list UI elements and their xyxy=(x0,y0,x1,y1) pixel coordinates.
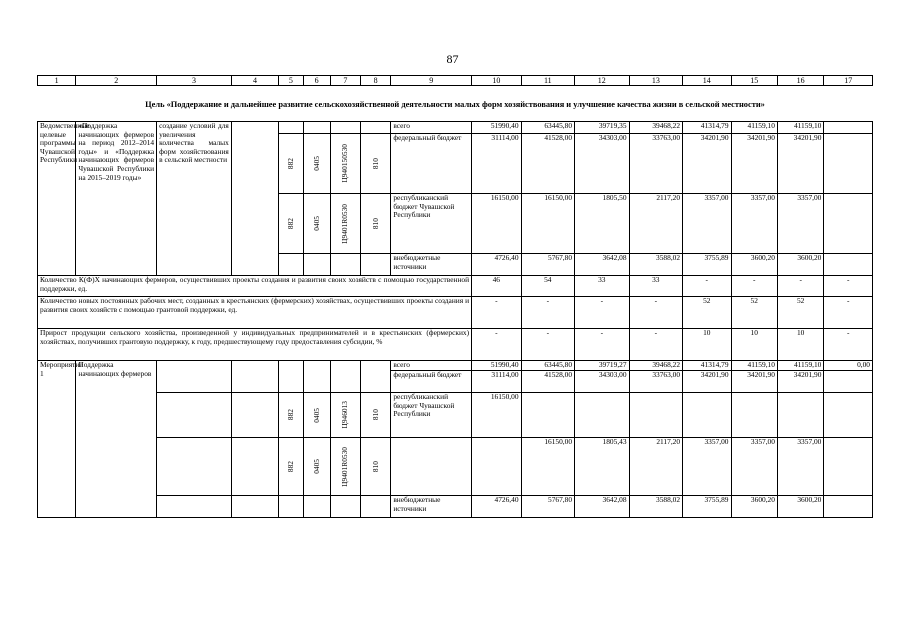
vr-cell xyxy=(361,254,391,276)
value-cell xyxy=(472,438,521,496)
value-cell: 4726,40 xyxy=(472,254,521,276)
vr-cell: 810 xyxy=(361,134,391,194)
value-cell: 3755,89 xyxy=(683,496,731,518)
value-cell: 5767,80 xyxy=(521,254,575,276)
empty-cell xyxy=(231,438,278,496)
column-number: 16 xyxy=(777,76,823,86)
value-cell: 16150,00 xyxy=(472,393,521,438)
column-number: 6 xyxy=(303,76,330,86)
value-cell: 41159,10 xyxy=(731,361,777,371)
value-cell: 3357,00 xyxy=(683,194,731,254)
value-cell: 39468,22 xyxy=(629,122,683,134)
value-cell: 41314,79 xyxy=(683,361,731,371)
value-cell: 10 xyxy=(731,329,777,361)
value-cell: 39468,22 xyxy=(629,361,683,371)
rzpr-cell xyxy=(303,496,330,518)
value-cell: 3357,00 xyxy=(777,438,823,496)
value-cell xyxy=(777,393,823,438)
value-cell: 3600,20 xyxy=(777,496,823,518)
csr-cell: Ц9401R0530 xyxy=(330,194,360,254)
column-number: 4 xyxy=(231,76,278,86)
value-cell: 3600,20 xyxy=(777,254,823,276)
value-cell: 2117,20 xyxy=(629,194,683,254)
indicator-text: Количество К(Ф)Х начинающих фермеров, осуществивших проекты создания и развития своих хозяйств с помощью государственной поддержки, ед. xyxy=(38,276,472,297)
value-cell: 63445,80 xyxy=(521,361,575,371)
value-cell: - xyxy=(472,297,521,329)
value-cell: 33 xyxy=(629,276,683,297)
value-cell: 54 xyxy=(521,276,575,297)
funding-source: республиканский бюджет Чувашской Республики xyxy=(391,194,472,254)
vr-cell xyxy=(361,496,391,518)
table-row xyxy=(38,438,873,496)
vr-cell: 810 xyxy=(361,438,391,496)
value-cell: 31114,00 xyxy=(472,371,521,393)
value-cell: 34201,90 xyxy=(777,134,823,194)
value-cell: 34303,00 xyxy=(575,371,630,393)
value-cell xyxy=(824,438,873,496)
value-cell: 41159,10 xyxy=(731,122,777,134)
funding-source: федеральный бюджет xyxy=(391,134,472,194)
indicator-text: Прирост продукции сельского хозяйства, произведенной у индивидуальных предпринимателей и в крестьянских (фермерских) хозяйствах, получивших грантовую поддержку, к году, предшествующему году предоставления субсидии, % xyxy=(38,329,472,361)
value-cell: 3642,08 xyxy=(575,496,630,518)
value-cell: 33763,00 xyxy=(629,134,683,194)
subprogram-name-cell: «Поддержка начинающих фермеров на период 2012–2014 годы» и «Поддержка начинающих фермеров Чувашской Республики на 2015–2019 годы» xyxy=(76,122,157,276)
column-number: 3 xyxy=(157,76,232,86)
value-cell: 16150,00 xyxy=(521,438,575,496)
value-cell: 52 xyxy=(777,297,823,329)
value-cell: 3642,08 xyxy=(575,254,630,276)
rzpr-cell xyxy=(303,122,330,134)
value-cell: 10 xyxy=(777,329,823,361)
column-number: 11 xyxy=(521,76,575,86)
value-cell: 0,00 xyxy=(824,361,873,371)
value-cell: 63445,80 xyxy=(521,122,575,134)
value-cell xyxy=(683,393,731,438)
empty-cell xyxy=(157,438,232,496)
value-cell: 16150,00 xyxy=(521,194,575,254)
rzpr-cell: 0405 xyxy=(303,438,330,496)
value-cell: 3588,02 xyxy=(629,254,683,276)
value-cell: 34303,00 xyxy=(575,134,630,194)
rzpr-cell xyxy=(303,361,330,393)
value-cell: 3357,00 xyxy=(731,438,777,496)
value-cell xyxy=(824,134,873,194)
page-number: 87 xyxy=(446,52,459,66)
funding-source: федеральный бюджет xyxy=(391,371,472,393)
value-cell: - xyxy=(777,276,823,297)
value-cell xyxy=(824,122,873,134)
value-cell xyxy=(629,393,683,438)
rzpr-cell: 0405 xyxy=(303,194,330,254)
goal-title: Цель «Поддержание и дальнейшее развитие сельскохозяйственной деятельности малых форм хозяйствования и улучшение качества жизни в сельской местности» xyxy=(145,100,765,109)
value-cell: 1805,50 xyxy=(575,194,630,254)
value-cell: 41528,00 xyxy=(521,134,575,194)
value-cell: - xyxy=(824,297,873,329)
rzpr-cell: 0405 xyxy=(303,134,330,194)
value-cell: 1805,43 xyxy=(575,438,630,496)
grbs-cell xyxy=(279,122,303,134)
vr-cell: 810 xyxy=(361,194,391,254)
column-number: 10 xyxy=(472,76,521,86)
column-number: 13 xyxy=(629,76,683,86)
value-cell: - xyxy=(521,329,575,361)
grbs-cell xyxy=(279,496,303,518)
value-cell: 51990,40 xyxy=(472,122,521,134)
value-cell: - xyxy=(575,297,630,329)
empty-cell xyxy=(157,361,232,393)
column-number: 12 xyxy=(575,76,630,86)
grbs-cell: 882 xyxy=(279,194,303,254)
value-cell: - xyxy=(824,276,873,297)
measure-type-cell: Мероприятие 1 xyxy=(38,361,76,518)
measure-name-cell: Поддержка начинающих фермеров xyxy=(76,361,157,518)
value-cell: - xyxy=(731,276,777,297)
column-number: 17 xyxy=(824,76,873,86)
value-cell: 46 xyxy=(472,276,521,297)
value-cell: 41528,00 xyxy=(521,371,575,393)
value-cell: 3600,20 xyxy=(731,254,777,276)
csr-cell xyxy=(330,496,360,518)
column-number: 8 xyxy=(361,76,391,86)
funding-source: республиканский бюджет Чувашской Республики xyxy=(391,393,472,438)
csr-cell xyxy=(330,361,360,393)
vr-cell: 810 xyxy=(361,393,391,438)
value-cell xyxy=(824,254,873,276)
empty-cell xyxy=(231,361,278,393)
funding-source: внебюджетные источники xyxy=(391,496,472,518)
value-cell: 16150,00 xyxy=(472,194,521,254)
value-cell: 52 xyxy=(683,297,731,329)
subprogram-type-cell: Ведомственные целевые программы Чувашской Республики xyxy=(38,122,76,276)
value-cell: 34201,90 xyxy=(683,134,731,194)
value-cell: 39719,27 xyxy=(575,361,630,371)
value-cell: 52 xyxy=(731,297,777,329)
value-cell: 41314,79 xyxy=(683,122,731,134)
value-cell: 5767,80 xyxy=(521,496,575,518)
table-row xyxy=(38,393,873,438)
value-cell: 4726,40 xyxy=(472,496,521,518)
csr-cell xyxy=(330,254,360,276)
column-number: 2 xyxy=(76,76,157,86)
empty-cell xyxy=(157,496,232,518)
funding-source xyxy=(391,438,472,496)
value-cell: 3755,89 xyxy=(683,254,731,276)
column-number: 15 xyxy=(731,76,777,86)
indicator-row xyxy=(38,329,873,361)
csr-cell: Ц9401R0530 xyxy=(330,438,360,496)
value-cell: - xyxy=(683,276,731,297)
value-cell xyxy=(731,393,777,438)
value-cell: 3588,02 xyxy=(629,496,683,518)
empty-cell xyxy=(231,393,278,438)
value-cell: 2117,20 xyxy=(629,438,683,496)
value-cell: 3357,00 xyxy=(683,438,731,496)
grbs-cell: 882 xyxy=(279,134,303,194)
vr-cell xyxy=(361,122,391,134)
value-cell: - xyxy=(521,297,575,329)
value-cell: 41159,10 xyxy=(777,361,823,371)
indicator-row xyxy=(38,297,873,329)
value-cell: 33763,00 xyxy=(629,371,683,393)
funding-source: всего xyxy=(391,122,472,134)
value-cell: 34201,90 xyxy=(731,134,777,194)
indicator-text: Количество новых постоянных рабочих мест, созданных в крестьянских (фермерских) хозяйствах, осуществивших проекты создания и развития своих хозяйств с помощью грантовой поддержки, ед. xyxy=(38,297,472,329)
column-number: 9 xyxy=(391,76,472,86)
value-cell: 10 xyxy=(683,329,731,361)
table-row xyxy=(38,361,873,371)
empty-cell xyxy=(157,393,232,438)
value-cell: - xyxy=(472,329,521,361)
grbs-cell: 882 xyxy=(279,438,303,496)
column-number-header xyxy=(37,75,873,86)
value-cell: 3357,00 xyxy=(731,194,777,254)
grbs-cell: 882 xyxy=(279,393,303,438)
value-cell xyxy=(824,371,873,393)
value-cell xyxy=(824,194,873,254)
table-row xyxy=(38,496,873,518)
column-number: 1 xyxy=(38,76,76,86)
value-cell: 31114,00 xyxy=(472,134,521,194)
value-cell: 3357,00 xyxy=(777,194,823,254)
rzpr-cell: 0405 xyxy=(303,393,330,438)
value-cell xyxy=(521,393,575,438)
value-cell: 51990,40 xyxy=(472,361,521,371)
column-number: 7 xyxy=(330,76,360,86)
value-cell: - xyxy=(575,329,630,361)
value-cell: - xyxy=(629,329,683,361)
value-cell: 34201,90 xyxy=(777,371,823,393)
funding-source: внебюджетные источники xyxy=(391,254,472,276)
value-cell: - xyxy=(629,297,683,329)
value-cell: 34201,90 xyxy=(731,371,777,393)
indicator-row xyxy=(38,276,873,297)
grbs-cell xyxy=(279,254,303,276)
value-cell xyxy=(824,393,873,438)
value-cell: 34201,90 xyxy=(683,371,731,393)
budget-table xyxy=(37,121,873,518)
empty-cell xyxy=(231,122,278,276)
column-number: 14 xyxy=(683,76,731,86)
value-cell: 33 xyxy=(575,276,630,297)
funding-source: всего xyxy=(391,361,472,371)
grbs-cell xyxy=(279,361,303,393)
empty-cell xyxy=(231,496,278,518)
value-cell: 39719,35 xyxy=(575,122,630,134)
table-row xyxy=(38,122,873,134)
csr-cell: Ц940150530 xyxy=(330,134,360,194)
subprogram-goal-cell: создание условий для увеличения количества малых форм хозяйствования в сельской местности xyxy=(157,122,232,276)
csr-cell: Ц946013 xyxy=(330,393,360,438)
column-number: 5 xyxy=(279,76,303,86)
rzpr-cell xyxy=(303,254,330,276)
value-cell xyxy=(575,393,630,438)
value-cell: 3600,20 xyxy=(731,496,777,518)
vr-cell xyxy=(361,361,391,393)
value-cell: 41159,10 xyxy=(777,122,823,134)
csr-cell xyxy=(330,122,360,134)
value-cell: - xyxy=(824,329,873,361)
value-cell xyxy=(824,496,873,518)
